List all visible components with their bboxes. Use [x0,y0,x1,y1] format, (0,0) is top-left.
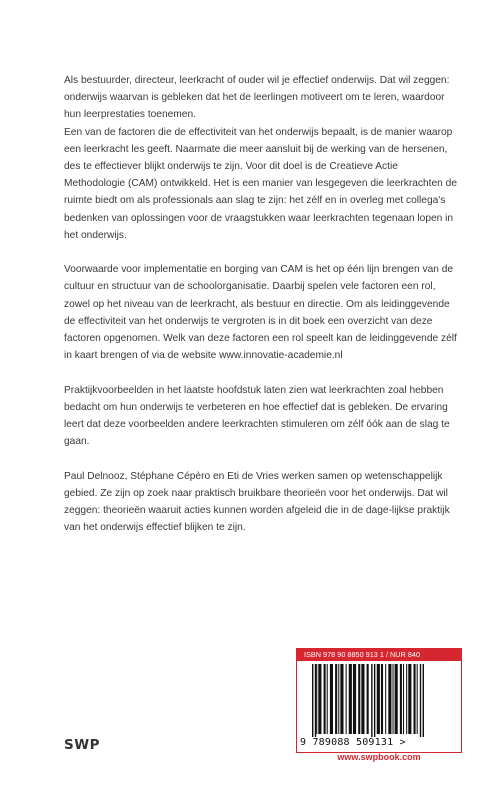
barcode-bar [358,664,360,734]
barcode-bar [388,664,391,734]
publisher-logo: SWP [64,737,101,753]
barcode-bar [406,664,407,734]
barcode-bar [346,664,347,734]
barcode-bar [417,664,418,734]
barcode-bar [315,664,316,740]
isbn-label: ISBN 978 90 8850 913 1 / NUR 840 [296,648,462,661]
barcode-bar [381,664,383,734]
barcode-bar [324,664,326,734]
blurb-paragraph-1: Als bestuurder, directeur, leerkracht of ouder wil je effectief onderwijs. Dat wil zeggen: onderwijs waarvan is gebleken dat het de leerlingen motiveert om te leren, waardoor hun leerprestaties toenemen. [64,75,450,121]
barcode-bar [312,664,313,740]
barcode-bar [367,664,369,734]
blurb-paragraph-4: Praktijkvoorbeelden in het laatste hoofdstuk laten zien wat leerkrachten zoal hebben bedacht om hun onderwijs te verbeteren en hoe effectief dat is gebleken. De ervaring leert dat deze voorbeelden andere leerkrachten stimuleren om zélf óók aan de slag te gaan. [64,384,450,448]
barcode-bar [377,664,380,734]
back-cover-blurb [64,72,459,554]
barcode-bar [414,664,416,734]
barcode-bar [408,664,411,734]
barcode-bar [318,664,321,734]
blurb-paragraph-2: Een van de factoren die de effectiviteit van het onderwijs bepaalt, is de manier waarop een leerkracht les geeft. Naarmate die meer aansluit bij de werking van de hersenen, des te effectiever blijkt onderwijs te zijn. Voor dit doel is de Creatieve Actie Methodologie (CAM) ontwikkeld. Het is een manier van lesgegeven die leerkrachten de ruimte biedt om als professionals aan slag te zijn: het zélf en in overleg met collega's bedenken van oplossingen voor de vraagstukken waar leerkrachten tegenaan lopen in het onderwijs. [64,126,457,241]
barcode-icon [300,664,460,740]
isbn-barcode-block [296,648,462,753]
barcode-bar [327,664,328,734]
barcode-bar [403,664,404,734]
barcode-bar [361,664,364,734]
blurb-paragraph-3: Voorwaarde voor implementatie en borging van CAM is het op één lijn brengen van de cultuur en structuur van de schoolorganisatie. Daarbij spelen vele factoren een rol, zowel op het niveau van de leerkracht, als bestuur en directie. Om als leidinggevende de effectiviteit van het onderwijs te vergroten is in dit boek een overzicht van deze factoren opgenomen. Welk van deze factoren een rol speelt kan de leidinggevende zélf in kaart brengen of via de website www.innovatie-academie.nl [64,264,457,362]
barcode-bar [353,664,356,734]
barcode-bar [371,664,372,740]
barcode-bar [400,664,402,734]
barcode-bar [420,664,421,740]
blurb-paragraph-5: Paul Delnooz, Stéphane Cépèro en Eti de Vries werken samen op wetenschappelijk gebied. Ze zijn op zoek naar praktisch bruikbare theorieën voor het onderwijs. Dat wil zeggen: theorieën waaruit acties kunnen worden afgeleid die in de dage-lijkse praktijk van het onderwijs effectief blijken te zijn. [64,470,450,534]
publisher-website: www.swpbook.com [337,752,421,762]
barcode-bar [335,664,337,734]
barcode-bar [395,664,398,734]
barcode-bar [374,664,375,740]
barcode-bar [423,664,424,740]
barcode-bar [316,664,317,734]
barcode-frame [296,661,462,753]
barcode-bar [330,664,333,734]
barcode-digits: 9 789088 509131 > [300,737,460,748]
barcode-bar [385,664,386,734]
barcode-bar [393,664,394,734]
barcode-bar [338,664,339,734]
barcode-bar [349,664,352,734]
barcode-bar [340,664,343,734]
